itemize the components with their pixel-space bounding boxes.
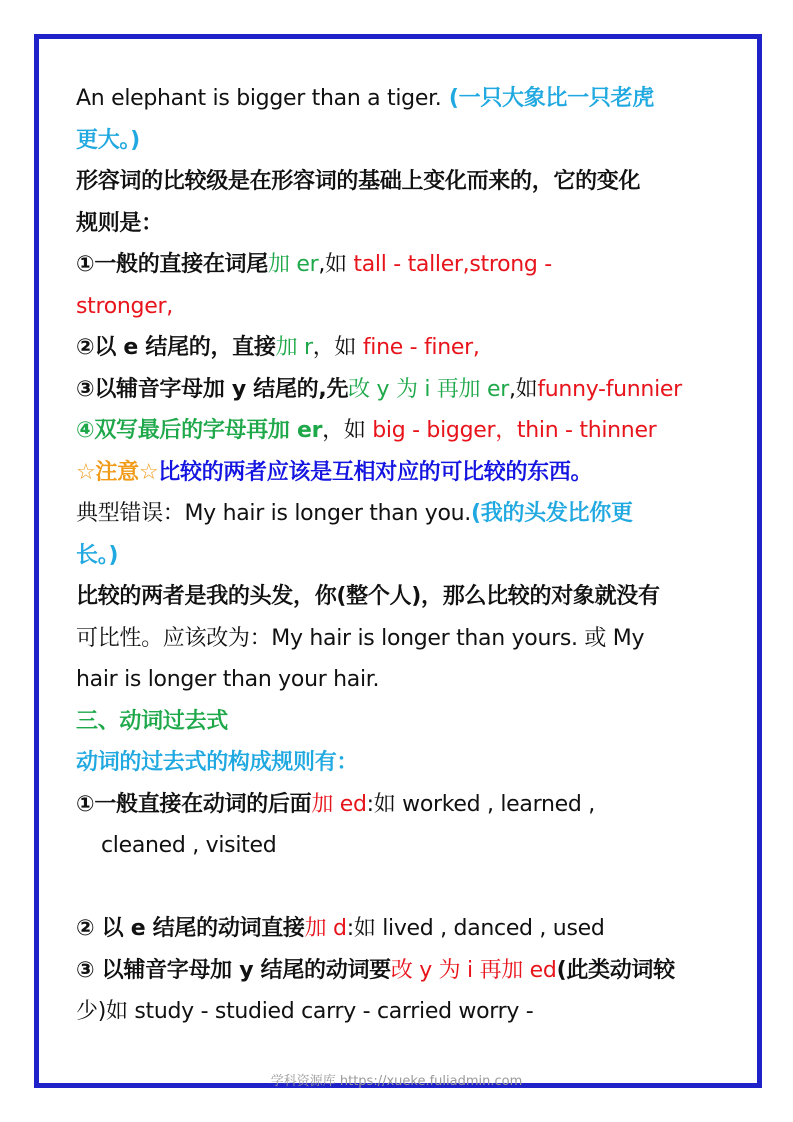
rule-highlight: 改 y 为 i 再加 ed [390,957,557,983]
error-text: 典型错误：My hair is longer than you. [76,501,471,526]
rule-text: ② 以 e 结尾的动词直接 [76,916,305,941]
rule-text: ，如 [312,335,363,360]
text-line: 规则是： [76,210,163,236]
section-heading: 三、动词过去式 [76,708,228,734]
rule-highlight: 加 ed [311,791,367,817]
past-rule-1-cont: cleaned , visited [101,833,277,858]
rule-text: ③以辅音字母加 y 结尾的,先 [76,376,349,402]
rule-text: ③ 以辅音字母加 y 结尾的动词要 [76,957,391,983]
rule-4 [76,410,726,452]
rule-example: :如 lived , danced , used [346,916,605,941]
rule-text: ,如 [318,252,354,277]
text-line: 可比性。应该改为：My hair is longer than yours. 或 My [76,625,645,651]
rule-highlight: 改 y 为 i 再加 er [348,376,509,402]
rule-3 [76,369,726,411]
text-line: hair is longer than your hair. [76,667,380,692]
rule-2 [76,327,726,369]
rule-highlight: 加 er [267,252,319,277]
note-label: ☆注意☆ [76,459,159,485]
watermark-footer: 学科资源库 https://xueke.fuliadmin.com [270,1074,523,1089]
past-rule-3 [76,950,726,992]
rule-example: :如 worked , learned , [366,791,595,817]
past-rule-3-cont: 少)如 study - studied carry - carried worry - [76,999,534,1024]
typical-error [76,493,726,535]
text-line: 形容词的比较级是在形容词的基础上变化而来的，它的变化 [76,169,641,194]
rule-example: fine - finer, [362,335,480,360]
translation: (一只大象比一只老虎 [441,86,654,111]
document-body [76,78,726,1033]
subheading: 动词的过去式的构成规则有： [76,750,359,775]
rule-example: funny-funnier [537,376,682,402]
rule-highlight: 加 d [304,916,347,941]
rule-text: ,如 [508,376,538,402]
rule-highlight: 加 r [275,335,313,360]
past-rule-1 [76,784,726,826]
translation-cont: 长。) [76,542,119,568]
rule-text: ①一般直接在动词的后面 [76,791,312,817]
rule-text: ②以 e 结尾的，直接 [76,335,276,360]
rule-example: stronger, [76,293,173,319]
rule-text: (此类动词较 [556,957,675,983]
note-line [76,452,726,494]
text-line: 比较的两者是我的头发，你(整个人)，那么比较的对象就没有 [76,584,660,609]
translation: (我的头发比你更 [471,501,633,526]
spacer [76,867,726,909]
past-rule-2 [76,908,726,950]
rule-highlight: ④双写最后的字母再加 er [76,418,323,443]
rule-1 [76,244,726,286]
translation-cont: 更大。) [76,127,140,153]
note-text: 比较的两者应该是互相对应的可比较的东西。 [158,459,593,485]
rule-text: ，如 [322,418,373,443]
rule-text: ①一般的直接在词尾 [76,252,268,277]
rule-example: big - bigger，thin - thinner [372,418,657,443]
text-line [76,78,726,120]
example-sentence: An elephant is bigger than a tiger. [76,86,442,111]
rule-example: tall - taller,strong - [353,252,552,277]
